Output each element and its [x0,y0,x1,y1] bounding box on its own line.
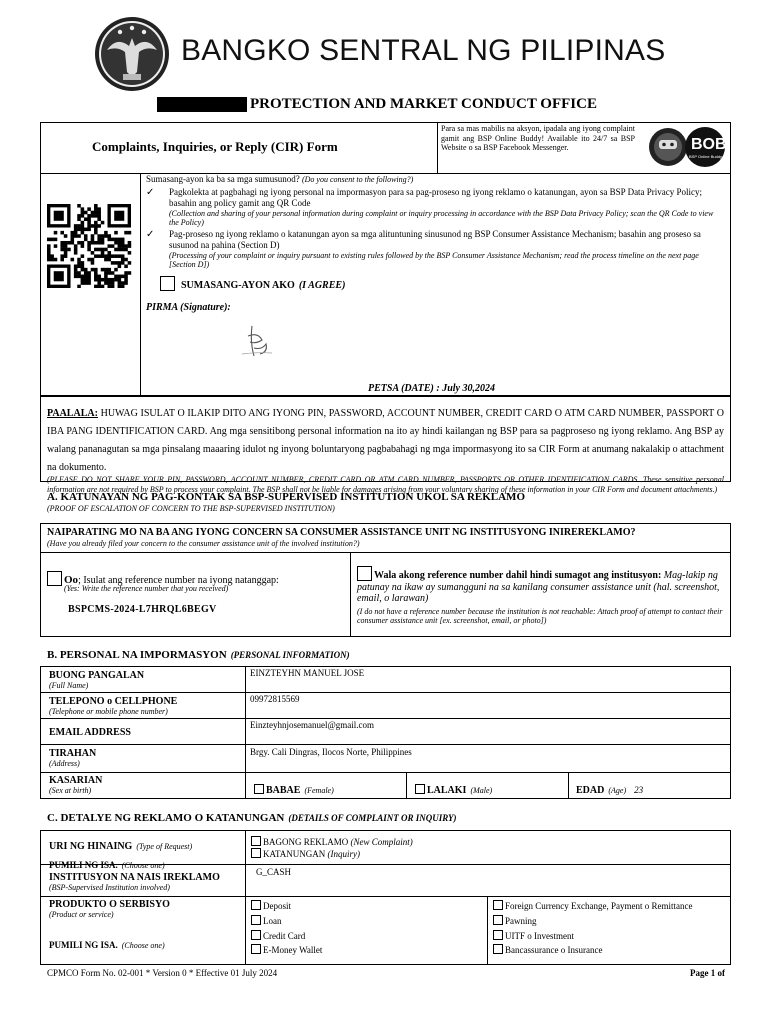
age-label-en: (Age) [608,786,627,795]
office-name: PROTECTION AND MARKET CONDUCT OFFICE [250,96,597,112]
institution-label: INSTITUSYON NA NAIS IREKLAMO [49,872,220,883]
product-checkbox[interactable] [251,900,261,910]
product-label: Deposit [263,901,291,911]
male-label: LALAKI [427,785,467,796]
consent-item-1-en: (Collection and sharing of your personal information during complaint or inquiry processing in accordance with the BSP Data Privacy Policy; scan the QR Code to view the Policy) [169,209,714,227]
consent-question: Sumasang-ayon ka ba sa mga sumusunod? [146,174,300,184]
section-a-question-en: (Have you already filed your concern to the consumer assistance unit of the involved institution?) [47,539,360,548]
full-name-value[interactable]: EINZTEYHN MANUEL JOSE [250,668,365,678]
no-label: Wala akong reference number dahil hindi sumagot ang institusyon: [374,570,662,581]
bsp-seal-logo [93,16,171,92]
female-option[interactable] [254,780,334,798]
request-type-label: URI NG HINAING [49,841,133,852]
bob-logo-text: BOB [691,136,727,153]
bob-small-text: BSP Online Buddy [689,154,723,159]
org-name: BANGKO SENTRAL NG PILIPINAS [181,34,666,67]
address-value[interactable]: Brgy. Cali Dingras, Ilocos Norte, Philippines [250,747,412,757]
address-label-en: (Address) [49,759,80,768]
date-label: PETSA (DATE) : [368,383,443,394]
product-label: Foreign Currency Exchange, Payment o Remittance [505,901,693,911]
product-label-en: (Product or service) [49,910,114,919]
sex-label: KASARIAN [49,775,103,786]
product-option[interactable] [493,944,602,956]
consent-item-1: Pagkolekta at pagbahagi ng iyong personal na impormasyon para sa pag-proseso ng iyong reklamo o katanungan, ayon sa BSP Data Privacy Policy; basahin ang policy gamit ang QR Code [169,187,703,208]
female-checkbox[interactable] [254,784,264,794]
yes-label: Oo [64,574,79,586]
page-number: Page 1 of [690,968,725,978]
form-number: CPMCO Form No. 02-001 * Version 0 * Effective 01 July 2024 [47,968,278,978]
product-option[interactable] [251,900,291,912]
new-complaint-option[interactable] [251,836,413,848]
yes-text: ; Isulat ang reference number na iyong natanggap: [78,575,279,586]
inquiry-label: KATANUNGAN [263,849,326,859]
email-label: EMAIL ADDRESS [49,727,131,738]
choose-one-label: PUMILI NG ISA. [49,860,118,870]
product-checkbox[interactable] [493,915,503,925]
product-label: Pawning [505,916,537,926]
reference-number: BSPCMS-2024-L7HRQL6BEGV [68,604,217,615]
consent-question-en: (Do you consent to the following?) [301,175,414,184]
agree-checkbox-row[interactable] [160,275,345,293]
product-option[interactable] [493,900,692,912]
product-checkbox[interactable] [251,944,261,954]
new-complaint-label: BAGONG REKLAMO [263,837,349,847]
inquiry-label-en: (Inquiry) [327,849,361,859]
signature-image [232,322,286,362]
agree-label: SUMASANG-AYON AKO [181,280,295,291]
product-option[interactable] [493,930,574,942]
product-label: Bancassurance o Insurance [505,945,603,955]
no-checkbox[interactable] [357,566,372,581]
inquiry-option[interactable] [251,848,360,860]
section-a-title: A. KATUNAYAN NG PAG-KONTAK SA BSP-SUPERVISED INSTITUTION UKOL SA REKLAMO [47,491,525,503]
product-checkbox[interactable] [251,915,261,925]
institution-label-en: (BSP-Supervised Institution involved) [49,883,170,892]
privacy-qr-code[interactable] [45,204,133,288]
product-option[interactable] [251,944,322,956]
section-c-title-en: (DETAILS OF COMPLAINT OR INQUIRY) [288,813,457,823]
bob-chatbot-logo[interactable] [648,125,726,169]
request-type-label-en: (Type of Request) [136,842,193,851]
email-value[interactable]: Einzteyhnjosemanuel@gmail.com [250,720,375,730]
no-option[interactable] [357,566,725,626]
agree-checkbox[interactable] [160,276,175,291]
no-text: Mag-lakip ng patunay na ikaw ay sumangguni na sa kanilang consumer assistance unit (hal. screenshot, email, o larawan) [357,570,720,604]
choose-one-label: PUMILI NG ISA. [49,940,118,950]
new-complaint-checkbox[interactable] [251,836,261,846]
section-b-title-en: (PERSONAL INFORMATION) [230,650,350,660]
signature-label: PIRMA (Signature): [146,302,231,313]
section-a-question: NAIPARATING MO NA BA ANG IYONG CONCERN SA CONSUMER ASSISTANCE UNIT NG INSTITUSYONG INIREREKLAMO? [47,527,636,538]
choose-one-label-en: (Choose one) [121,861,165,870]
agree-label-en: (I AGREE) [298,280,346,291]
full-name-label-en: (Full Name) [49,681,89,690]
institution-value[interactable]: G_CASH [256,867,292,877]
no-text-en: (I do not have a reference number because the institution is not reachable: Attach proof of attempt to contact their consumer assistance unit [ex. screenshot, email, or photo]) [357,606,723,625]
product-label: PRODUKTO O SERBISYO [49,899,170,910]
consent-item-2: Pag-proseso ng iyong reklamo o katanungan ayon sa mga alituntuning sinusunod ng BSP Consumer Assistance Mechanism; basahin ang proseso sa susunod na pahina (Section D) [169,229,701,250]
product-option[interactable] [251,915,282,927]
female-label-en: (Female) [304,786,334,795]
full-name-label: BUONG PANGALAN [49,670,145,681]
inquiry-checkbox[interactable] [251,848,261,858]
form-title: Complaints, Inquiries, or Reply (CIR) Form [92,139,338,154]
age-value[interactable]: 23 [634,785,644,795]
product-label: UITF o Investment [505,931,574,941]
check-icon: ✓ [146,229,155,240]
yes-checkbox[interactable] [47,571,62,586]
male-label-en: (Male) [470,786,493,795]
choose-one-label-en: (Choose one) [121,941,165,950]
check-icon: ✓ [146,187,155,198]
paalala-text: HUWAG ISULAT O ILAKIP DITO ANG IYONG PIN, PASSWORD, ACCOUNT NUMBER, CREDIT CARD O ATM CARD NUMBER, PASSPORT O IBA PANG IDENTIFICATION CARD. Ang mga sensitibong personal information na ito ay hindi kailangan ng BSP para sa pagproseso ng iyong reklamo. Ang BSP ay walang pananagutan sa mga pinsalang maaaring idulot ng inyong boluntaryong pagbabahagi ng mga impormasyong ito sa CIR Form at anumang nakalakip o attachment na dokumento. [47,408,724,473]
male-option[interactable] [415,780,492,798]
paalala-text-en: (PLEASE DO NOT SHARE YOUR PIN, PASSWORD, ACCOUNT NUMBER, CREDIT CARD OR ATM CARD NUMBER, PASSPORTS OR OTHER IDENTIFICATION CARDS. These sensitive personal information are not required by BSP to process your complaint. The BSP shall not be liable for damages arising from your voluntary sharing of these information in your CIR Form and document attachments.) [47,475,724,494]
phone-value[interactable]: 09972815569 [250,694,300,704]
product-option[interactable] [493,915,537,927]
address-label: TIRAHAN [49,748,97,759]
phone-label-en: (Telephone or mobile phone number) [49,707,168,716]
section-c-title: C. DETALYE NG REKLAMO O KATANUNGAN [47,812,285,824]
product-option[interactable] [251,930,305,942]
sex-label-en: (Sex at birth) [49,786,92,795]
new-complaint-label-en: (New Complaint) [350,837,413,847]
section-a-title-en: (PROOF OF ESCALATION OF CONCERN TO THE BSP-SUPERVISED INSTITUTION) [47,504,335,513]
age-label: EDAD [576,785,605,796]
product-checkbox[interactable] [493,900,503,910]
consent-item-2-en: (Processing of your complaint or inquiry pursuant to existing rules followed by the BSP Consumer Assistance Mechanism; read the process timeline on the next page [Section D]) [169,251,699,269]
redaction-bar [157,97,247,112]
product-checkbox[interactable] [251,930,261,940]
yes-text-en: (Yes: Write the reference number that you received) [64,584,229,593]
paalala-label: PAALALA: [47,408,98,419]
product-label: E-Money Wallet [263,945,323,955]
female-label: BABAE [266,785,301,796]
promo-text: Para sa mas mabilis na aksyon, ipadala ang iyong complaint gamit ang BSP Online Buddy! Available ito 24/7 sa BSP Website o sa BSP Facebook Messenger. [441,124,635,152]
section-b-title: B. PERSONAL NA IMPORMASYON [47,649,227,661]
male-checkbox[interactable] [415,784,425,794]
product-label: Credit Card [263,931,306,941]
product-checkbox[interactable] [493,930,503,940]
phone-label: TELEPONO o CELLPHONE [49,696,178,707]
product-label: Loan [263,916,282,926]
date-value: July 30,2024 [442,383,495,394]
product-checkbox[interactable] [493,944,503,954]
